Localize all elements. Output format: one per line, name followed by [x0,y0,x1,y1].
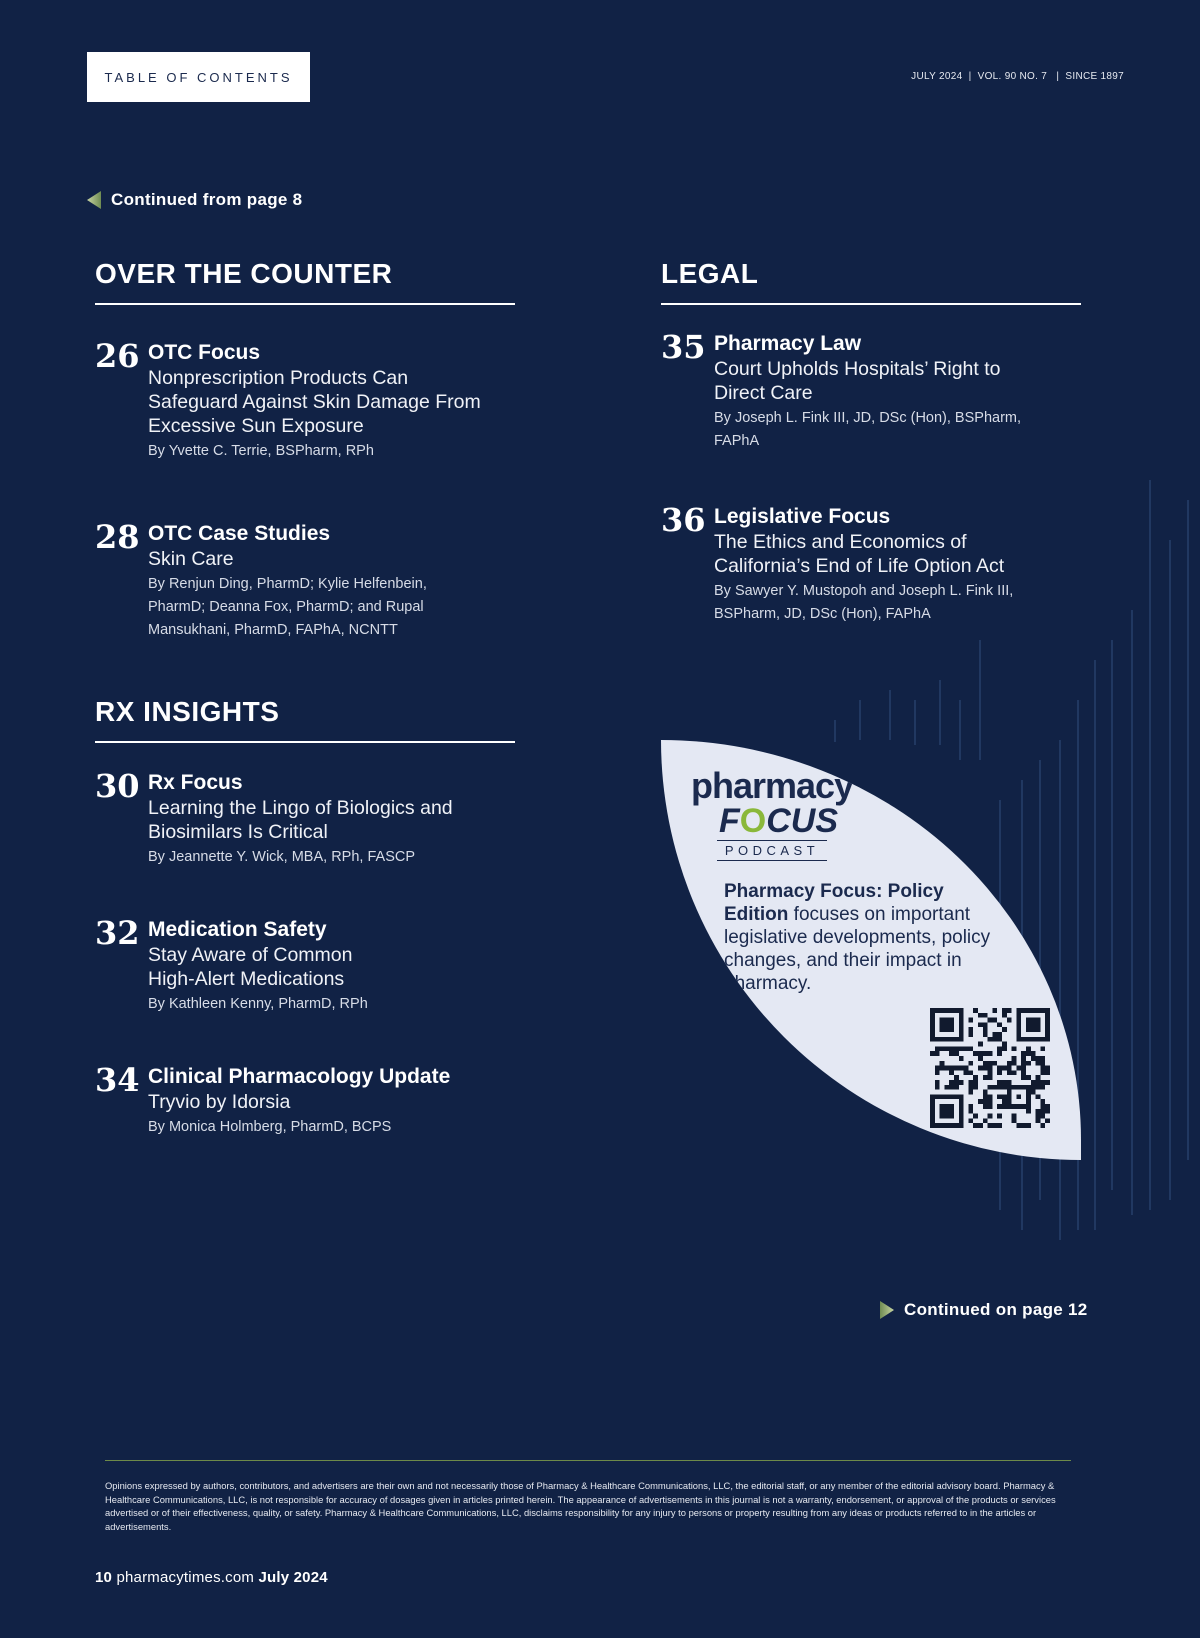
toc-entry-otc-case-studies[interactable] [95,519,515,649]
byline-line: By Monica Holmberg, PharmD, BCPS [148,1119,392,1135]
folio-site: pharmacytimes.com [116,1569,255,1586]
article-title [148,796,528,844]
logo-word-focus [719,804,861,838]
logo-word-pharmacy: pharmacy [691,765,854,806]
page-folio [95,1569,328,1586]
title-line: Biosimilars Is Critical [148,821,328,843]
page-number: 30 [95,767,140,805]
podcast-desc-line: pharmacy. [724,973,812,994]
toc-entry-rx-focus[interactable] [95,768,515,868]
title-line: Nonprescription Products Can [148,367,409,389]
title-line: Skin Care [148,548,234,570]
title-line: Learning the Lingo of Biologics and [148,797,453,819]
continued-from-link[interactable] [87,190,302,210]
byline-line: By Renjun Ding, PharmD; Kylie Helfenbein, [148,576,427,592]
article-byline [148,846,528,869]
article-title [148,1090,528,1114]
toc-label-text: TABLE OF CONTENTS [104,69,293,85]
issue-info: JULY 2024 | VOL. 90 NO. 7 | SINCE 1897 [911,71,1124,82]
department-name: OTC Case Studies [148,522,331,545]
continued-from-text: Continued from page 8 [111,190,303,209]
department-name: OTC Focus [148,341,261,364]
byline-line: By Yvette C. Terrie, BSPharm, RPh [148,443,374,459]
podcast-description [724,880,1034,995]
continued-on-text: Continued on page 12 [904,1300,1088,1319]
arrow-left-icon [87,191,101,209]
section-heading-legal: LEGAL [661,258,759,289]
title-line: Direct Care [714,382,813,404]
pharmacy-focus-podcast-logo [691,765,861,861]
podcast-promo-card[interactable] [661,740,1081,1160]
title-line: Stay Aware of Common [148,944,353,966]
folio-page-number: 10 [95,1569,113,1586]
byline-line: By Jeannette Y. Wick, MBA, RPh, FASCP [148,849,416,865]
logo-letter: F [719,802,740,840]
title-line: High-Alert Medications [148,968,345,990]
podcast-desc-line: changes, and their impact in [724,950,962,971]
table-of-contents-label [87,52,310,102]
folio-issue: July 2024 [258,1569,328,1586]
department-name: Rx Focus [148,771,243,794]
department-name: Clinical Pharmacology Update [148,1065,451,1088]
department-name: Legislative Focus [714,505,891,528]
title-line: The Ethics and Economics of [714,531,967,553]
toc-entry-medication-safety[interactable] [95,915,515,1015]
toc-entry-legislative-focus[interactable] [661,502,1081,632]
title-line: California’s End of Life Option Act [714,555,1005,577]
toc-entry-otc-focus[interactable] [95,338,515,468]
arrow-right-icon [880,1301,894,1319]
title-line: Tryvio by Idorsia [148,1091,291,1113]
logo-word-podcast: PODCAST [717,840,827,861]
section-rule-rx [95,741,515,743]
podcast-title-line: Edition [724,904,789,925]
article-title [714,530,1094,578]
article-byline [148,573,528,642]
toc-entry-clinical-pharmacology[interactable] [95,1062,515,1142]
footer-divider [105,1460,1071,1461]
article-title [148,943,528,991]
byline-line: BSPharm, JD, DSc (Hon), FAPhA [714,606,931,622]
disclaimer-text: Opinions expressed by authors, contributors, and advertisers are their own and not necessarily those of Pharmacy & Healthcare Communications, LLC, the editorial staff, or any member of the editorial advisory board. Pharmacy & Healthcare Communications, LLC, is not responsible for accuracy of dosages given in articles printed herein. The appearance of advertisements in this journal is not a warranty, endorsement, or approval of the products or services advertised or of their effectiveness, quality, or safety. Pharmacy & Healthcare Communications, LLC, disclaims responsibility for any injury to persons or property resulting from any ideas or products referred to in the articles or advertisements. [105,1480,1056,1532]
qr-code-icon[interactable] [930,1008,1050,1128]
section-rule-otc [95,303,515,305]
continued-on-link[interactable] [880,1300,1088,1320]
page-number: 28 [95,518,140,556]
article-byline [714,580,1094,626]
article-title [714,357,1094,405]
department-name: Pharmacy Law [714,332,862,355]
byline-line: By Joseph L. Fink III, JD, DSc (Hon), BSPharm, [714,410,1022,426]
title-line: Safeguard Against Skin Damage From [148,391,481,413]
section-heading-otc: OVER THE COUNTER [95,258,393,289]
byline-line: Mansukhani, PharmD, FAPhA, NCNTT [148,622,398,638]
byline-line: FAPhA [714,433,760,449]
byline-line: By Sawyer Y. Mustopoh and Joseph L. Fink III, [714,583,1014,599]
section-heading-rx: RX INSIGHTS [95,696,280,727]
byline-line: PharmD; Deanna Fox, PharmD; and Rupal [148,599,424,615]
sound-wave-icon: O [739,802,767,840]
article-byline [714,407,1094,453]
page-number: 34 [95,1061,140,1099]
section-rule-legal [661,303,1081,305]
page-number: 35 [661,328,706,366]
toc-entry-pharmacy-law[interactable] [661,329,1081,459]
podcast-title-line: Pharmacy Focus: Policy [724,881,944,902]
title-line: Court Upholds Hospitals’ Right to [714,358,1001,380]
podcast-desc-text: focuses on important [788,904,971,925]
article-title [148,547,528,571]
page-number: 26 [95,337,140,375]
page-number: 32 [95,914,140,952]
article-byline [148,1116,528,1139]
title-line: Excessive Sun Exposure [148,415,364,437]
podcast-desc-line: legislative developments, policy [724,927,991,948]
logo-letters: CUS [766,802,839,840]
article-title [148,366,528,438]
department-name: Medication Safety [148,918,327,941]
article-byline [148,993,528,1016]
page-number: 36 [661,501,706,539]
byline-line: By Kathleen Kenny, PharmD, RPh [148,996,368,1012]
article-byline [148,440,528,463]
